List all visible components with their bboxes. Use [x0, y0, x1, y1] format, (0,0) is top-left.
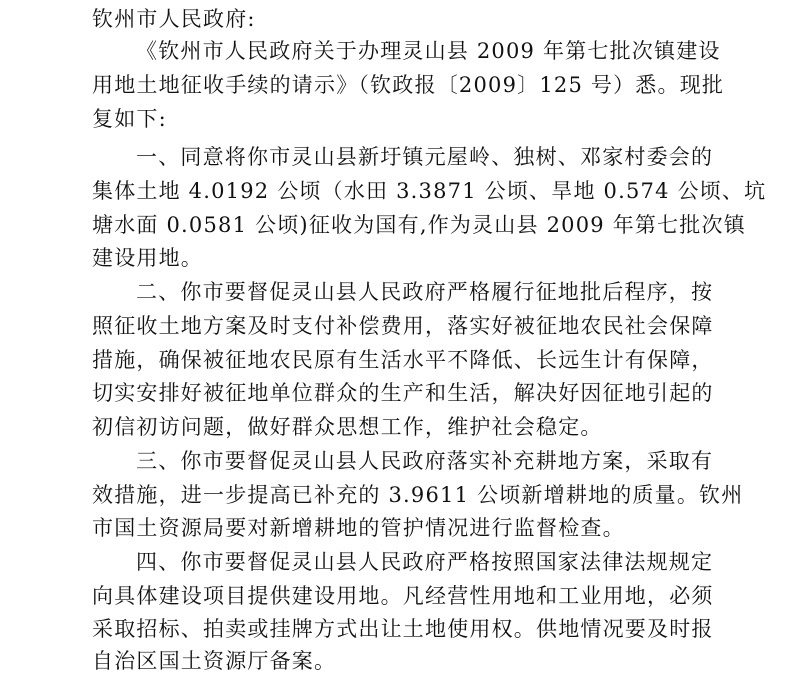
paragraph-3-line-1: 二、你市要督促灵山县人民政府严格履行征地批后程序，按 [136, 280, 714, 304]
paragraph-2-line-2: 集体土地 4.0192 公顷（水田 3.3871 公顷、旱地 0.574 公顷、坑 [92, 179, 767, 203]
paragraph-1-line-1: 《钦州市人民政府关于办理灵山县 2009 年第七批次镇建设 [136, 39, 721, 63]
salutation: 钦州市人民政府: [92, 7, 256, 31]
paragraph-3-line-3: 措施，确保被征地农民原有生活水平不降低、长远生计有保障， [92, 348, 714, 372]
paragraph-2-line-4: 建设用地。 [92, 246, 203, 270]
paragraph-3-line-2: 照征收土地方案及时支付补偿费用，落实好被征地农民社会保障 [92, 314, 714, 338]
paragraph-2-line-3: 塘水面 0.0581 公顷)征收为国有,作为灵山县 2009 年第七批次镇 [92, 213, 746, 237]
paragraph-5-line-1: 四、你市要督促灵山县人民政府严格按照国家法律法规规定 [136, 550, 714, 574]
paragraph-4-line-2: 效措施，进一步提高已补充的 3.9611 公顷新增耕地的质量。钦州 [92, 483, 744, 507]
paragraph-4-line-1: 三、你市要督促灵山县人民政府落实补充耕地方案，采取有 [136, 449, 714, 473]
paragraph-5-line-3: 采取招标、拍卖或挂牌方式出让土地使用权。供地情况要及时报 [92, 617, 714, 641]
paragraph-5-line-2: 向具体建设项目提供建设用地。凡经营性用地和工业用地，必须 [92, 584, 714, 608]
paragraph-5-line-4: 自治区国土资源厅备案。 [92, 649, 337, 673]
paragraph-1-line-3: 复如下: [92, 107, 167, 131]
paragraph-4-line-3: 市国土资源局要对新增耕地的管护情况进行监督检查。 [92, 516, 625, 540]
paragraph-3-line-5: 初信初访问题，做好群众思想工作，维护社会稳定。 [92, 415, 603, 439]
paragraph-2-line-1: 一、同意将你市灵山县新圩镇元屋岭、独树、邓家村委会的 [136, 145, 714, 169]
paragraph-3-line-4: 切实安排好被征地单位群众的生产和生活，解决好因征地引起的 [92, 381, 714, 405]
paragraph-1-line-2: 用地土地征收手续的请示》（钦政报〔2009〕125 号）悉。现批 [92, 73, 725, 97]
